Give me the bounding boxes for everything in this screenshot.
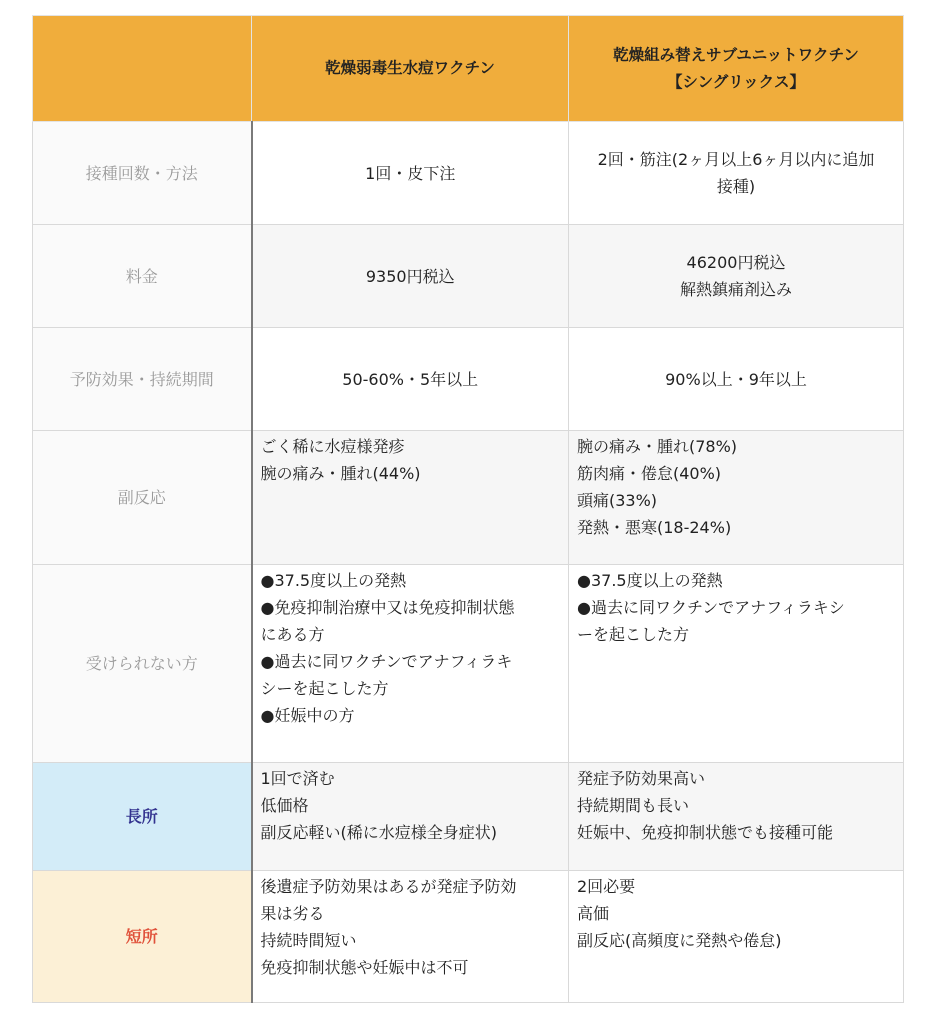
- table-row-price: [33, 225, 904, 328]
- cell-efficacy-subunit: 90%以上・9年以上: [569, 328, 904, 431]
- cell-line: ●過去に同ワクチンでアナフィラキシ: [577, 598, 845, 617]
- cell-line: 筋肉痛・倦怠(40%): [577, 464, 722, 483]
- header-subunit-title: 乾燥組み替えサブユニットワクチン: [613, 45, 859, 64]
- cell-line: ●37.5度以上の発熱: [260, 571, 407, 590]
- table-row-efficacy: [33, 328, 904, 431]
- header-subunit-brand: 【シングリックス】: [666, 72, 806, 91]
- cell-line: 妊娠中、免疫抑制状態でも接種可能: [577, 823, 834, 842]
- row-label-efficacy: 予防効果・持続期間: [33, 328, 252, 431]
- comparison-table: [32, 15, 904, 1003]
- cell-side-effects-live: [252, 431, 569, 565]
- cell-ineligible-live: [252, 565, 569, 763]
- cell-line: 持続期間も長い: [577, 796, 690, 815]
- cell-side-effects-subunit: [569, 431, 904, 565]
- cell-line: 頭痛(33%): [577, 491, 658, 510]
- cell-efficacy-live: 50-60%・5年以上: [252, 328, 569, 431]
- cell-line: 果は劣る: [260, 904, 325, 923]
- cell-dose-subunit: [569, 122, 904, 225]
- table-row-merits: [33, 763, 904, 871]
- cell-line: にある方: [260, 625, 325, 644]
- cell-dose-subunit-line: 2回・筋注(2ヶ月以上6ヶ月以内に追加: [597, 150, 875, 169]
- cell-line: ●過去に同ワクチンでアナフィラキ: [260, 652, 513, 671]
- cell-demerits-live: [252, 871, 569, 1003]
- cell-merits-subunit: [569, 763, 904, 871]
- cell-line: シーを起こした方: [260, 679, 389, 698]
- cell-line: 後遺症予防効果はあるが発症予防効: [260, 877, 517, 896]
- cell-dose-subunit-line: 接種): [716, 177, 756, 196]
- vaccine-comparison: [32, 15, 903, 1003]
- cell-price-subunit-line: 解熱鎮痛剤込み: [679, 280, 792, 299]
- cell-line: 低価格: [260, 796, 309, 815]
- cell-line: 持続時間短い: [260, 931, 357, 950]
- cell-line: ごく稀に水痘様発疹: [260, 437, 405, 456]
- table-row-ineligible: [33, 565, 904, 763]
- cell-line: ●免疫抑制治療中又は免疫抑制状態: [260, 598, 515, 617]
- row-label-ineligible: 受けられない方: [33, 565, 252, 763]
- cell-demerits-subunit: [569, 871, 904, 1003]
- cell-dose-live: 1回・皮下注: [252, 122, 569, 225]
- cell-line: 免疫抑制状態や妊娠中は不可: [260, 958, 469, 977]
- cell-line: 2回必要: [577, 877, 636, 896]
- cell-price-subunit-line: 46200円税込: [686, 253, 786, 272]
- table-row-demerits: [33, 871, 904, 1003]
- cell-line: 腕の痛み・腫れ(44%): [260, 464, 421, 483]
- cell-line: 発症予防効果高い: [577, 769, 706, 788]
- cell-ineligible-subunit: [569, 565, 904, 763]
- header-subunit-vaccine: [569, 16, 904, 122]
- cell-line: 1回で済む: [260, 769, 335, 788]
- cell-line: 高価: [577, 904, 610, 923]
- cell-line: ●妊娠中の方: [260, 706, 355, 725]
- cell-line: 副反応(高頻度に発熱や倦怠): [577, 931, 782, 950]
- cell-merits-live: [252, 763, 569, 871]
- row-label-dose: 接種回数・方法: [33, 122, 252, 225]
- cell-price-live: 9350円税込: [252, 225, 569, 328]
- cell-line: 副反応軽い(稀に水痘様全身症状): [260, 823, 497, 842]
- cell-line: ーを起こした方: [577, 625, 690, 644]
- row-label-price: 料金: [33, 225, 252, 328]
- table-row-side-effects: [33, 431, 904, 565]
- header-row: [33, 16, 904, 122]
- row-label-side-effects: 副反応: [33, 431, 252, 565]
- cell-line: ●37.5度以上の発熱: [577, 571, 723, 590]
- table-row-dose: [33, 122, 904, 225]
- row-label-demerits: 短所: [33, 871, 252, 1003]
- cell-line: 腕の痛み・腫れ(78%): [577, 437, 738, 456]
- cell-price-subunit: [569, 225, 904, 328]
- cell-line: 発熱・悪寒(18-24%): [577, 518, 732, 537]
- header-blank-cell: [33, 16, 252, 122]
- header-live-vaccine: 乾燥弱毒生水痘ワクチン: [252, 16, 569, 122]
- row-label-merits: 長所: [33, 763, 252, 871]
